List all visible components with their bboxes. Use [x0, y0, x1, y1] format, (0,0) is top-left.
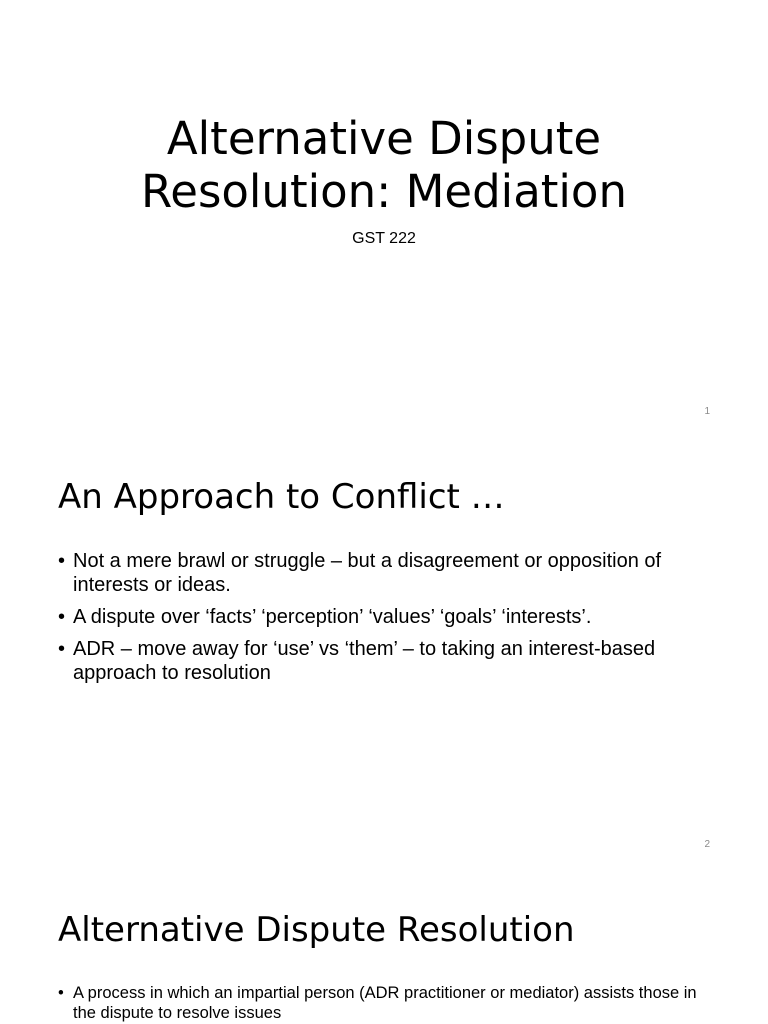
- bullet-text: A process in which an impartial person (ADR practitioner or mediator) assists those in the dispute to resolve issues: [73, 984, 697, 1022]
- slide-1-subtitle: GST 222: [352, 230, 416, 247]
- bullet-dot: •: [58, 984, 64, 1002]
- bullet-item: [58, 637, 698, 685]
- slide-2-bullet-list: [58, 549, 698, 693]
- slide-1-number: 1: [704, 406, 710, 417]
- bullet-text: Not a mere brawl or struggle – but a disagreement or opposition of interests or ideas.: [73, 550, 662, 596]
- slide-3-title: Alternative Dispute Resolution: [58, 910, 575, 950]
- bullet-dot: •: [58, 606, 66, 628]
- slide-2-title: An Approach to Conflict …: [58, 477, 505, 517]
- bullet-dot: •: [58, 638, 66, 660]
- bullet-dot: •: [58, 550, 66, 572]
- slide-2: [0, 433, 768, 866]
- slide-1-title: [0, 112, 768, 218]
- slide-1-title-line-1: Alternative Dispute: [166, 112, 602, 165]
- slide-3: [0, 866, 768, 1024]
- slide-3-bullet-list: [58, 983, 698, 1024]
- slide-1-title-line-2: Resolution: Mediation: [141, 165, 627, 218]
- bullet-text: A dispute over ‘facts’ ‘perception’ ‘values’ ‘goals’ ‘interests’.: [73, 606, 592, 628]
- bullet-item: [58, 605, 698, 629]
- bullet-text: ADR – move away for ‘use’ vs ‘them’ – to taking an interest-based approach to resolution: [73, 638, 656, 684]
- slide-1: [0, 0, 768, 433]
- slide-2-number: 2: [704, 839, 710, 850]
- bullet-item: [58, 549, 698, 597]
- bullet-item: [58, 983, 698, 1023]
